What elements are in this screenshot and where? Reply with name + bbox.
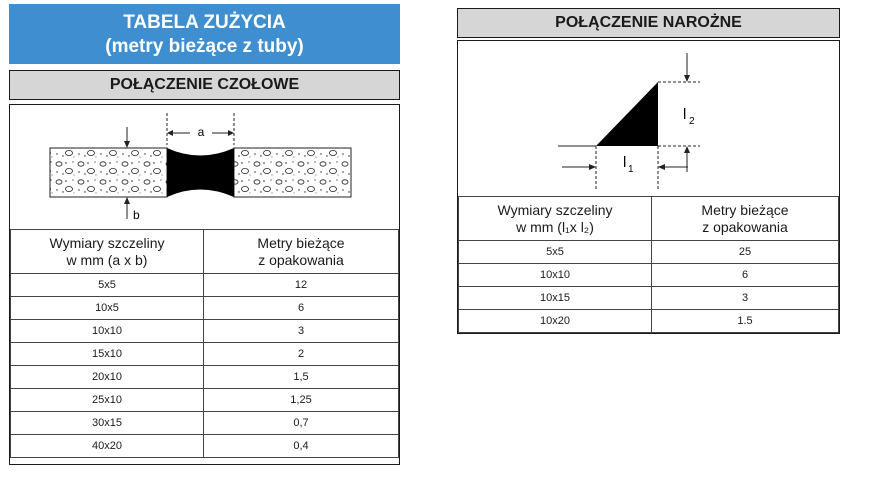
gap-size-cell: 10x5 bbox=[11, 297, 204, 320]
right-concrete-block bbox=[234, 148, 351, 197]
sealant-shape bbox=[167, 148, 234, 197]
gap-size-cell: 10x10 bbox=[459, 264, 652, 287]
dimension-l2-subscript: 2 bbox=[689, 116, 695, 127]
butt-joint-diagram bbox=[10, 105, 399, 229]
meters-cell: 6 bbox=[652, 264, 839, 287]
meters-cell: 3 bbox=[204, 320, 399, 343]
table-row bbox=[11, 343, 399, 366]
corner-joint-panel bbox=[457, 40, 840, 334]
header-title: TABELA ZUŻYCIA bbox=[123, 12, 286, 33]
dimension-l2-label: l bbox=[683, 106, 687, 123]
meters-cell: 12 bbox=[204, 274, 399, 297]
left-concrete-block bbox=[50, 148, 167, 197]
gap-size-cell: 15x10 bbox=[11, 343, 204, 366]
gap-size-cell: 30x15 bbox=[11, 412, 204, 435]
dimension-b-label: b bbox=[133, 208, 140, 222]
corner-joint-section-title: POŁĄCZENIE NAROŻNE bbox=[457, 8, 840, 38]
table-row bbox=[459, 241, 839, 264]
table-row bbox=[11, 412, 399, 435]
gap-size-cell: 10x10 bbox=[11, 320, 204, 343]
meters-cell: 1,5 bbox=[204, 366, 399, 389]
column-header-meters: Metry bieżące z opakowania bbox=[652, 197, 839, 241]
table-row bbox=[11, 366, 399, 389]
meters-cell: 6 bbox=[204, 297, 399, 320]
table-row bbox=[11, 435, 399, 458]
gap-size-cell: 5x5 bbox=[11, 274, 204, 297]
meters-cell: 0,4 bbox=[204, 435, 399, 458]
column-header-gap-size: Wymiary szczeliny w mm (a x b) bbox=[11, 230, 204, 274]
corner-joint-diagram bbox=[458, 41, 839, 196]
table-row bbox=[11, 320, 399, 343]
butt-joint-section-title: POŁĄCZENIE CZOŁOWE bbox=[9, 70, 400, 100]
meters-cell: 25 bbox=[652, 241, 839, 264]
butt-joint-table bbox=[10, 229, 399, 458]
meters-cell: 1,25 bbox=[204, 389, 399, 412]
corner-sealant-shape bbox=[596, 82, 658, 146]
gap-size-cell: 40x20 bbox=[11, 435, 204, 458]
table-row bbox=[11, 274, 399, 297]
dimension-l1-label: l bbox=[623, 154, 627, 171]
table-row bbox=[459, 264, 839, 287]
column-header-gap-size: Wymiary szczeliny w mm (l₁x l₂) bbox=[459, 197, 652, 241]
meters-cell: 0,7 bbox=[204, 412, 399, 435]
meters-cell: 1.5 bbox=[652, 310, 839, 333]
gap-size-cell: 5x5 bbox=[459, 241, 652, 264]
table-row bbox=[11, 389, 399, 412]
meters-cell: 2 bbox=[204, 343, 399, 366]
gap-size-cell: 10x15 bbox=[459, 287, 652, 310]
gap-size-cell: 20x10 bbox=[11, 366, 204, 389]
butt-joint-panel bbox=[9, 104, 400, 465]
meters-cell: 3 bbox=[652, 287, 839, 310]
header-subtitle: (metry bieżące z tuby) bbox=[105, 36, 304, 57]
table-row bbox=[459, 287, 839, 310]
corner-joint-table bbox=[458, 196, 839, 333]
consumption-table-header bbox=[9, 4, 400, 64]
dimension-a-label: a bbox=[197, 125, 205, 139]
column-header-meters: Metry bieżące z opakowania bbox=[204, 230, 399, 274]
gap-size-cell: 10x20 bbox=[459, 310, 652, 333]
gap-size-cell: 25x10 bbox=[11, 389, 204, 412]
table-row bbox=[11, 297, 399, 320]
table-row bbox=[459, 310, 839, 333]
dimension-l1-subscript: 1 bbox=[628, 164, 634, 175]
